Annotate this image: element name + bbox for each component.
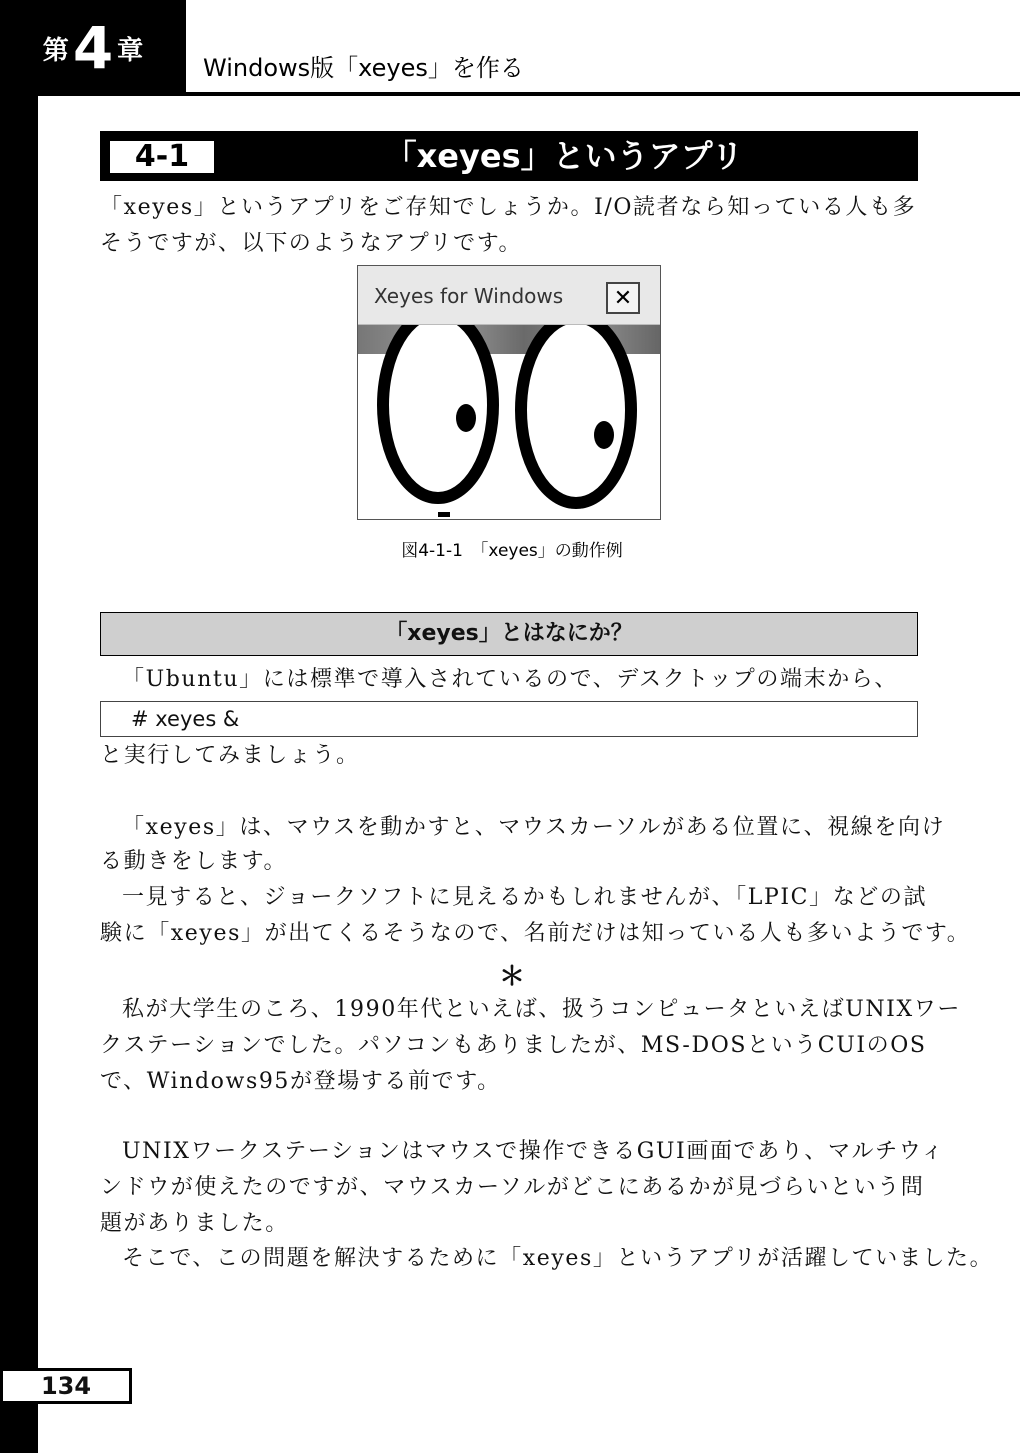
xeyes-screenshot [357, 265, 661, 520]
intro-line-2: そうですが、以下のようなアプリです。 [100, 231, 523, 256]
body-after-command: と実行してみましょう。 [100, 743, 360, 768]
chapter-tab [0, 0, 186, 96]
para3-line-3: 題がありました。 [100, 1211, 289, 1236]
left-margin-bar [0, 0, 38, 1453]
chapter-suffix: 章 [117, 35, 144, 66]
para2-line-3: で、Windows95が登場する前です。 [100, 1069, 501, 1094]
para2-line-1: 私が大学生のころ、1990年代といえば、扱うコンピュータといえばUNIXワー [122, 997, 961, 1022]
subsection-heading: 「xeyes」とはなにか？ [100, 612, 918, 656]
para1-line-3: 一見すると、ジョークソフトに見えるかもしれませんが、「LPIC」などの試 [122, 885, 928, 910]
window-title: Xeyes for Windows [374, 284, 564, 308]
section-title: 「xeyes」というアプリ [384, 137, 744, 175]
chapter-prefix: 第 [42, 35, 69, 66]
section-separator: ＊ [498, 962, 525, 992]
left-pupil [456, 404, 476, 432]
section-heading [100, 131, 918, 181]
chapter-title: Windows版「xeyes」を作る [203, 54, 524, 82]
figure-caption: 図4-1-1 「xeyes」の動作例 [401, 541, 623, 561]
intro-line-1: 「xeyes」というアプリをご存知でしょうか。I/O読者なら知っている人も多 [100, 195, 917, 220]
para3-line-1: UNIXワークステーションはマウスで操作できるGUI画面であり、マルチウィ [122, 1139, 945, 1164]
body-lead: 「Ubuntu」には標準で導入されているので、デスクトップの端末から、 [122, 667, 898, 692]
para2-line-2: クステーションでした。パソコンもありましたが、MS-DOSというCUIのOS [100, 1033, 927, 1058]
para1-line-2: る動きをします。 [100, 849, 288, 874]
para1-line-1: 「xeyes」は、マウスを動かすと、マウスカーソルがある位置に、視線を向け [122, 815, 946, 840]
close-icon: ✕ [606, 282, 640, 314]
command-box: # xeyes & [100, 701, 918, 737]
right-eye [521, 317, 631, 503]
para1-line-4: 験に「xeyes」が出てくるそうなので、名前だけは知っている人も多いようです。 [100, 921, 971, 946]
right-pupil [594, 421, 614, 449]
window-titlebar [358, 266, 660, 325]
cursor-remnant [438, 512, 450, 517]
left-eye [383, 312, 493, 498]
para3-line-2: ンドウが使えたのですが、マウスカーソルがどこにあるかが見づらいという問 [100, 1175, 925, 1200]
section-number: 4-1 [108, 139, 216, 175]
para3-line-4: そこで、この問題を解決するために「xeyes」というアプリが活躍していました。 [122, 1246, 994, 1271]
chapter-number: 4 [72, 14, 114, 82]
page-number: 134 [0, 1368, 132, 1404]
header-rule [186, 92, 1020, 96]
